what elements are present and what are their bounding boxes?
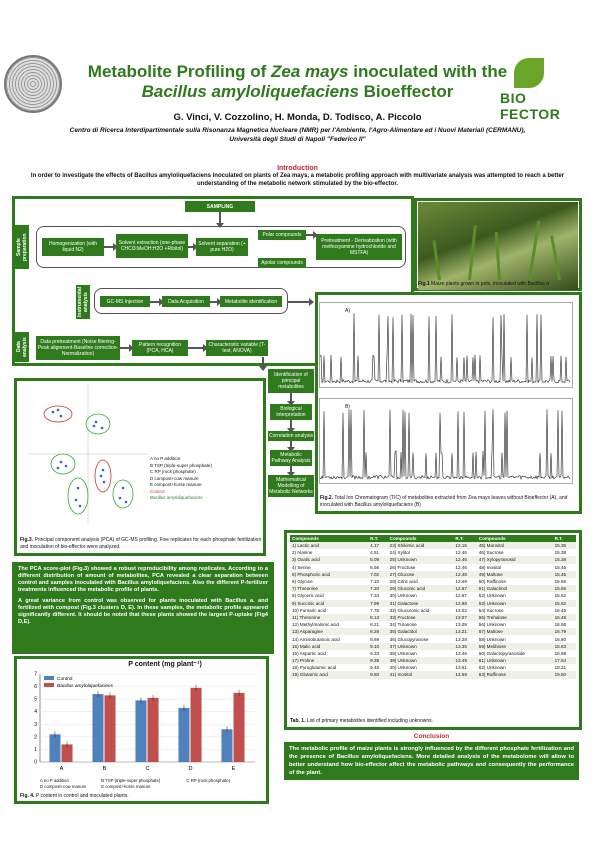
data-acquisition-box: Data Acquisition — [162, 296, 210, 307]
chromatogram-b-label: B) — [345, 404, 350, 410]
table-cell: 60) Galactopyranoside — [478, 650, 525, 656]
table-cell: 9.48 — [370, 665, 380, 671]
table-cell: 33) Fructose — [388, 614, 454, 621]
table-cell: 12.67 — [455, 593, 467, 599]
pretreatment-box: Pretreatment - Derivatization (with methoxyamine hydrochloride and MSTFA) — [316, 234, 402, 260]
fig2-caption — [320, 495, 578, 508]
table-caption-text: List of primary metabolites identified including unknowns. — [305, 718, 434, 724]
fig4-legend-item: B TSP (triple-super phosphate) — [101, 778, 161, 783]
table-cell: 18) Pyroglutamic acid — [292, 665, 337, 671]
table-row — [290, 607, 576, 614]
data-pretreatment-box: Data pretreatment (Noise filtering-Peak alignment-Baseline correction-Normalization) — [36, 336, 120, 360]
table-cell: 35) Galactitol — [388, 628, 454, 635]
table-header-cell: Compounds — [290, 535, 368, 542]
pca-paragraph-1: The PCA score-plot (Fig.3) showed a robust reproducibility among replicates. According to a different distribution of amount of metabolites, PCA revealed a clear separation between control and samples inoculated with Bacillus amyloliquefaciens. Also the different P-fertilizer treatments influenced the metabolic profile of plants. — [18, 566, 268, 593]
fig1-caption-text: Maize plants grown in pots, inoculated with Bacillus a — [429, 281, 549, 287]
table-cell: 15.62 — [554, 593, 567, 599]
table-cell: 13.61 — [455, 665, 467, 671]
arrow — [104, 246, 114, 248]
table-cell: 19.50 — [553, 671, 576, 678]
conclusion-text: The metabolic profile of maize plants is strongly influenced by the different phosphate fertilization and the presence of Bacillus amyloliquefaciens. More detailed analysis of the metabolome will allow to better understand how bio-effector affect the metabolic pathways and consequently the performance of the plant. — [284, 742, 579, 780]
fig4-label: Fig. 4. — [20, 793, 35, 799]
table-header-row — [290, 535, 576, 542]
homogenization-box: Homogenization (with liquid N2) — [42, 238, 104, 256]
characteristic-variable-box: Characteristic variable (T-test, ANOVA) — [206, 340, 268, 356]
plant-stem — [528, 221, 540, 281]
arrow — [262, 357, 264, 367]
table-header-cell: R.T. — [368, 535, 388, 542]
table-cell: 13.07 — [453, 614, 476, 621]
table-cell: 5.09 — [368, 556, 388, 563]
identification-principal-box: Identification of principal metabolites — [268, 369, 314, 393]
table-cell: 15.55 — [553, 585, 576, 592]
table-caption — [290, 718, 570, 725]
table-row — [290, 614, 576, 621]
pca-paragraph-2: A great variance from control was observed for plants inoculated with Bacillus a. and fertilized with compost (Fig.3 clusters D, E). In these samples, the metabolic profile appeared significantly different. It should be noted that these plants showed the largest P-uptake (Fig4 D,E). — [18, 598, 268, 625]
table-row — [290, 650, 576, 657]
y-tick-label: 3 — [34, 721, 37, 728]
table-cell: 7) Threonine — [290, 585, 368, 592]
affiliation-line: Università degli Studi di Napoli "Federico II" — [229, 136, 366, 143]
bar — [92, 694, 103, 762]
table-cell: 55) Trehalose — [477, 614, 553, 621]
arrow — [288, 301, 310, 303]
y-tick-label: 2 — [34, 734, 37, 741]
affiliation — [30, 126, 565, 144]
table-cell: 16.48 — [553, 614, 576, 621]
table-cell: 12.67 — [453, 585, 476, 592]
table-cell: 15.38 — [554, 550, 567, 556]
pca-legend-item: C RP (rock phosphate) — [150, 469, 196, 474]
table-cell: 16) Aspartic acid — [292, 650, 326, 656]
affiliation-line: Centro di Ricerca Interdipartimentale sulla Risonanza Magnetica Nucleare (NMR) per l'Ambiente, l'Agro-Alimentare ed i Nuovi Materiali (CERMANU), — [69, 127, 526, 134]
table-cell: 53) Unknown — [477, 600, 553, 607]
table-cell: 12.48 — [453, 571, 476, 578]
table-row — [290, 578, 576, 585]
apolar-compounds-box: Apolar compounds — [258, 258, 306, 268]
table-cell: 9.33 — [370, 650, 380, 656]
table-cell: 48) Inositol — [478, 564, 502, 570]
data-analysis-label: Data analysis — [15, 332, 29, 362]
table-cell: 15.45 — [553, 571, 576, 578]
table-cell: 10) Fumaric acid — [292, 607, 327, 613]
correlation-analysis-box: Correlation analysis — [269, 433, 313, 439]
table-cell: 16.83 — [553, 643, 576, 650]
metabolite-table-wrap — [290, 535, 576, 679]
introduction-heading: Introduction — [277, 165, 318, 172]
poster-title — [60, 62, 535, 102]
y-tick-label: 0 — [34, 759, 37, 766]
bar — [191, 688, 202, 762]
fig2-label: Fig.2. — [320, 495, 334, 501]
table-cell: 13.21 — [453, 628, 476, 635]
table-cell: 7.34 — [370, 593, 380, 599]
bar — [221, 729, 232, 762]
plant-stem — [432, 240, 441, 280]
table-cell: 4.17 — [368, 542, 388, 549]
table-cell: 16.80 — [554, 636, 567, 642]
table-cell: 13.02 — [455, 607, 467, 613]
table-cell: 7.20 — [368, 585, 388, 592]
plant-stem — [468, 225, 477, 280]
pca-legend-item: A no P addition — [150, 456, 181, 461]
table-cell: 14) Aminobutanoic acid — [292, 636, 340, 642]
fig4-caption-text: P content in control and inoculated plants. — [34, 793, 129, 799]
table-cell: 28) Citric acid — [389, 579, 418, 585]
table-cell: 7.10 — [370, 579, 380, 585]
table-cell: 41) Inositol — [388, 671, 454, 678]
title-part: Bioeffector — [358, 82, 454, 101]
bar — [49, 734, 60, 762]
table-row — [290, 592, 576, 599]
table-header-cell: R.T. — [553, 535, 576, 542]
title-part: Bacillus amyloliquefaciens — [141, 82, 359, 101]
metabolic-pathway-box: Metabolic Pathway Analysis — [271, 452, 311, 464]
table-cell: 30) Unknown — [389, 593, 417, 599]
instrumental-analysis-label: Instrumental analysis — [77, 287, 89, 318]
table-cell: 15.38 — [553, 556, 576, 563]
table-cell: 12.49 — [455, 579, 467, 585]
fig4-legend-item: C RP (rock phosphate) — [186, 778, 231, 783]
table-cell: 16.79 — [553, 628, 576, 635]
table-row — [290, 657, 576, 664]
table-cell: 25) Unknown — [388, 556, 454, 563]
table-cell: 23) Shikimic acid — [388, 542, 454, 549]
table-cell: 19) Glutamic acid — [290, 671, 368, 678]
table-cell: 2) Alanine — [292, 550, 313, 556]
table-row — [290, 671, 576, 678]
table-cell: 39) Unknown — [388, 657, 454, 664]
table-cell: 13.28 — [455, 636, 467, 642]
table-cell: 50) Raffinose — [478, 579, 507, 585]
table-cell: 49) Maltose — [477, 571, 553, 578]
x-tick-label: C — [145, 766, 150, 772]
table-cell: 26) Fructose — [389, 564, 416, 570]
arrow — [290, 466, 292, 473]
x-tick-label: D — [188, 766, 193, 772]
legend-label: Control — [57, 677, 73, 682]
table-cell: 15.35 — [553, 542, 576, 549]
title-part: inoculated with the — [348, 62, 508, 81]
table-cell: 15) Malic acid — [290, 643, 368, 650]
table-cell: 59) Melibiose — [477, 643, 553, 650]
table-cell: 7.78 — [370, 607, 380, 613]
bar — [105, 695, 116, 762]
table-cell: 37) Unknown — [388, 643, 454, 650]
arrow — [188, 246, 194, 248]
arrow — [290, 441, 292, 448]
table-cell: 8.13 — [368, 614, 388, 621]
table-row — [290, 556, 576, 563]
table-cell: 7.02 — [368, 571, 388, 578]
x-tick-label: B — [102, 766, 107, 772]
table-cell: 40) Unknown — [389, 665, 417, 671]
arrow — [290, 393, 292, 402]
table-row — [290, 621, 576, 628]
table-cell: 62) Unknown — [478, 665, 506, 671]
table-row — [290, 585, 576, 592]
table-cell: 36) Glucopyranose — [389, 636, 429, 642]
table-cell: 13.69 — [453, 671, 476, 678]
table-row — [290, 600, 576, 607]
arrow — [120, 347, 130, 349]
fig1-caption — [418, 281, 578, 288]
plant-stem — [550, 235, 561, 280]
pca-legend-item: Bacillus amyloliquefaciens — [150, 495, 203, 500]
pca-legend — [150, 456, 260, 502]
table-cell: 58) Unknown — [478, 636, 506, 642]
plant-stem — [495, 232, 501, 280]
table-row — [290, 564, 576, 571]
table-cell: 15.55 — [554, 579, 567, 585]
table-row — [290, 664, 576, 671]
table-cell: 1) Lactic acid — [290, 542, 368, 549]
table-cell: 12) Methylmalonic acid — [292, 622, 339, 628]
sampling-box: SAMPLING — [185, 201, 255, 212]
y-tick-label: 4 — [34, 709, 37, 716]
arrow — [150, 301, 160, 303]
table-cell: 13.49 — [453, 657, 476, 664]
table-row — [290, 571, 576, 578]
x-tick-label: A — [59, 766, 64, 772]
table-cell: 11) Threonine — [290, 614, 368, 621]
authors: G. Vinci, V. Cozzolino, H. Monda, D. Todisco, A. Piccolo — [173, 112, 422, 123]
table-cell: 57) Maltose — [477, 628, 553, 635]
pca-legend-item: B TSP (triple-super phosphate) — [150, 462, 212, 468]
table-cell: 12.46 — [453, 556, 476, 563]
polar-compounds-box: Polar compounds — [258, 230, 306, 240]
table-cell: 31) Galactose — [388, 600, 454, 607]
table-cell: 29) Gluconic acid — [388, 585, 454, 592]
title-part: Metabolite Profiling of — [87, 62, 272, 81]
table-cell: 12.98 — [453, 600, 476, 607]
table-cell: 12.46 — [455, 550, 467, 556]
table-cell: 6) Glycine — [292, 579, 313, 585]
sample-preparation-label: Sample preparation — [15, 225, 29, 269]
table-header-cell: R.T. — [453, 535, 476, 542]
table-cell: 15.45 — [554, 564, 567, 570]
fig1-label: Fig.1 — [418, 281, 430, 287]
pca-score-plot — [28, 384, 148, 524]
metabolite-identification-box: Metabolite identification — [220, 296, 282, 307]
table-header-cell: Compounds — [388, 535, 454, 542]
mathematical-modelling-box: Mathematical Modelling of Metabolic Networks — [269, 477, 313, 495]
arrow — [188, 347, 204, 349]
fig4-legend-item: E compost+horse manure — [101, 783, 151, 789]
conclusion — [284, 733, 579, 780]
fig2-caption-text: Total Ion Chromatogram (TIC) of metabolites extracted from Zea mays leaves without Bioeffector (A), and inoculated with Bacillus amyloliquefaciens (B) — [320, 495, 568, 508]
table-cell: 3) Oxalic acid — [290, 556, 368, 563]
table-row — [290, 549, 576, 556]
table-cell: 61) Unknown — [477, 657, 553, 664]
table-cell: 32) Glucuronic acid — [389, 607, 430, 613]
y-tick-label: 6 — [34, 684, 37, 691]
legend-label: Bacillus amyloliquefaciens — [57, 684, 113, 689]
table-cell: 8) Glyceric acid — [292, 593, 324, 599]
table-row — [290, 542, 576, 549]
table-cell: 15.62 — [553, 600, 576, 607]
bar — [178, 708, 189, 762]
fig4-legend-bottom — [40, 778, 260, 789]
table-cell: 9.50 — [368, 671, 388, 678]
table-cell: 13.46 — [455, 650, 467, 656]
university-seal-logo — [4, 55, 62, 113]
table-cell: 4) Serine — [292, 564, 311, 570]
table-cell: 16.68 — [554, 622, 567, 628]
x-tick-label: E — [231, 766, 236, 772]
table-cell: 24) Xylitol — [389, 550, 410, 556]
solvent-separation-box: Solvent separation (+ pure H2O) — [196, 238, 248, 256]
table-row — [290, 635, 576, 642]
metabolite-table — [290, 535, 576, 679]
y-tick-label: 1 — [34, 746, 37, 753]
pca-legend-item: Control — [150, 488, 165, 494]
table-row — [290, 643, 576, 650]
table-cell: 38) Unknown — [389, 650, 417, 656]
fig4-legend-item: D compost+cow manure — [40, 783, 87, 789]
table-cell: 13) Asparagine — [290, 628, 368, 635]
biological-interpretation-box: Biological interpretation — [270, 404, 312, 420]
table-cell: 13.09 — [455, 622, 467, 628]
table-cell: 13.35 — [453, 643, 476, 650]
pattern-recognition-box: Pattern recognition (PCA, HCA) — [132, 340, 188, 356]
y-tick-label: 5 — [34, 696, 37, 703]
chromatogram-b — [319, 398, 573, 484]
table-cell: 12.15 — [453, 542, 476, 549]
table-cell: 17) Proline — [290, 657, 368, 664]
legend-swatch — [44, 683, 54, 687]
p-content-bar-chart — [18, 668, 263, 780]
legend-swatch — [44, 676, 54, 680]
table-cell: 27) Glucose — [388, 571, 454, 578]
table-cell: 8.69 — [370, 636, 380, 642]
table-cell: 45) Mannitol — [477, 542, 553, 549]
table-cell: 5) Phosphoric acid — [290, 571, 368, 578]
pca-legend-item: E compost+horse manure — [150, 482, 202, 487]
solvent-extraction-box: Solvent extraction (one-phase CHCl3:MeOH:H2O +Ribitol) — [116, 234, 188, 258]
table-cell: 9.38 — [368, 657, 388, 664]
title-part: Zea mays — [271, 62, 349, 81]
fig3-caption — [20, 537, 262, 550]
bar — [135, 700, 146, 762]
fig3-caption-text: Principal component analysis (PCA) of GC-MS profiling. Five replicates for each phosphate fertilization and inoculation of bio-effector were analyzed. — [20, 537, 262, 550]
gcms-injection-box: GC-MS Injection — [100, 296, 150, 307]
table-cell: 12.46 — [455, 564, 467, 570]
table-cell: 8.21 — [370, 622, 380, 628]
fig4-title: P content (mg plant⁻¹) — [128, 661, 202, 668]
introduction — [20, 165, 575, 188]
table-cell: 8.28 — [368, 628, 388, 635]
table-cell: 18.21 — [554, 665, 567, 671]
table-cell: 16.98 — [554, 650, 567, 656]
table-cell: 54) Sucrose — [478, 607, 504, 613]
bar — [148, 698, 159, 762]
table-header-cell: Compounds — [477, 535, 553, 542]
fig4-caption — [20, 793, 260, 800]
table-cell: 46) Sucrose — [478, 550, 504, 556]
table-cell: 6.56 — [370, 564, 380, 570]
table-cell: 52) Unknown — [478, 593, 506, 599]
table-cell: 9.10 — [368, 643, 388, 650]
table-cell: 47) Xylopyranosid — [477, 556, 553, 563]
table-cell: 17.54 — [553, 657, 576, 664]
pca-discussion — [12, 562, 274, 654]
chromatogram-b-trace — [320, 399, 572, 483]
introduction-text: In order to investigate the effects of Bacillus amyloliquefaciens inoculated on plants of Zea mays, a metabolic profiling approach with multivariate analysis was attempted to reach a better understanding of the metabolic network stimulated by the bio-effector. — [30, 173, 565, 187]
table-cell: 4.51 — [370, 550, 380, 556]
chromatogram-a-trace — [320, 303, 572, 387]
pca-legend-item: D compost+cow manure — [150, 475, 199, 481]
chromatogram-a-label: A) — [345, 308, 350, 314]
chromatogram-a — [319, 302, 573, 388]
table-cell: 9) Succinic acid — [290, 600, 368, 607]
biofector-logo-text: BIO FECTOR — [500, 90, 561, 122]
table-cell: 34) Turanose — [389, 622, 417, 628]
bar — [234, 693, 245, 762]
table-cell: 16.45 — [554, 607, 567, 613]
fig4-legend-item: A no P addition — [40, 778, 69, 783]
y-tick-label: 7 — [34, 671, 37, 678]
table-cell: 7.99 — [368, 600, 388, 607]
table-cell: 51) Galactinol — [477, 585, 553, 592]
arrow — [219, 212, 221, 224]
fig3-label: Fig.3. — [20, 537, 34, 543]
table-label: Tab. 1. — [290, 718, 306, 724]
table-row — [290, 628, 576, 635]
arrow — [306, 234, 314, 236]
arrow — [290, 420, 292, 429]
table-cell: 56) Unknown — [478, 622, 506, 628]
conclusion-heading: Conclusion — [413, 733, 450, 740]
arrow — [210, 301, 218, 303]
maize-plants-photo — [418, 202, 578, 290]
table-cell: 63) Raffinose — [477, 671, 553, 678]
